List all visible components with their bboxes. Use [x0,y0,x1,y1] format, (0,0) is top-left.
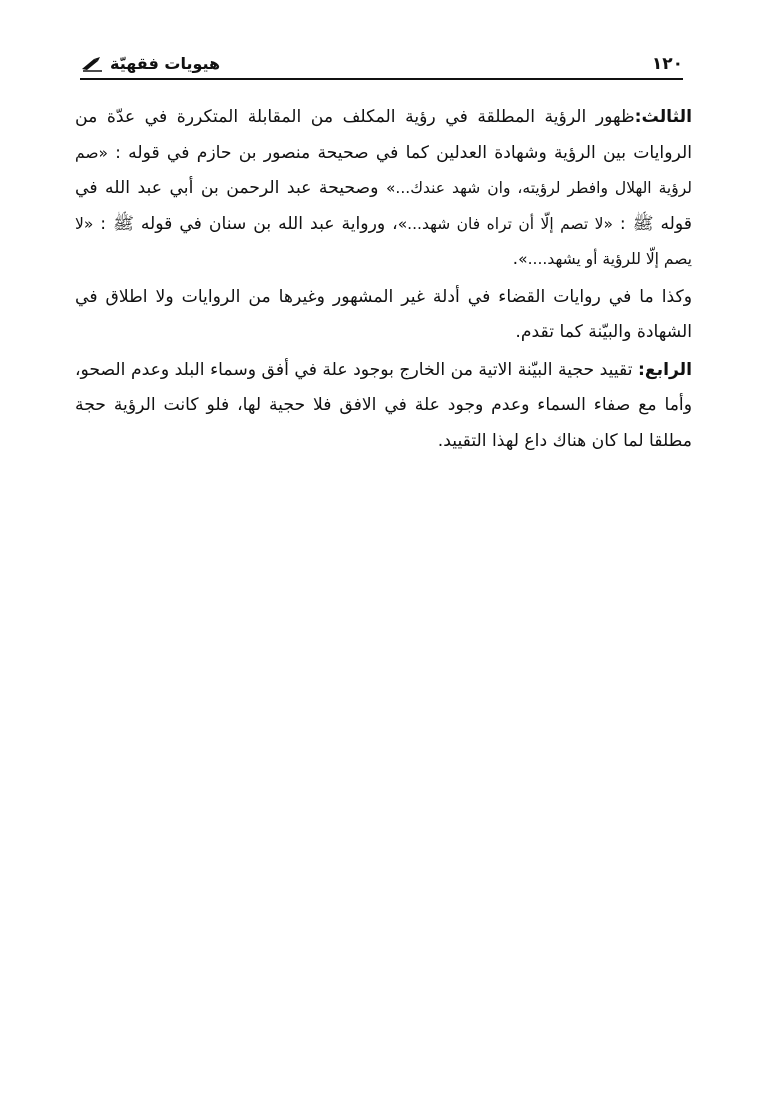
page-number: ١٢٠ [651,54,683,74]
hadith-quote: «لا يصم إلّا للرؤية أو يشهد....» [75,214,692,268]
paragraph-label: الثالث: [634,107,692,127]
text-segment: . [512,249,519,269]
paragraph-fourth [75,353,692,460]
book-title: هيويات فقهيّة [110,54,221,73]
book-title-group [80,54,220,73]
text-segment: وكذا ما في روايات القضاء في أدلة غير المشهور وغيرها من الروايات ولا اطلاق في الشهادة والبيّنة كما تقدم. [75,286,692,342]
body-text [75,100,692,459]
paragraph-likewise [75,280,692,351]
text-segment: ، ورواية عبد الله بن سنان في قوله ﷺ : [93,213,398,234]
text-segment: ظهور الرؤية المطلقة في رؤية المكلف من المقابلة المتكررة في عدّة من الروايات بين الرؤية وشهادة العدلين كما في صحيحة منصور بن حازم في قوله : [75,107,692,163]
paragraph-third [75,100,692,278]
header-rule [80,78,683,80]
running-header [80,50,683,80]
text-segment: تقييد حجية البيّنة الاتية من الخارج بوجود علة في أفق وسماء البلد وعدم الصحو، وأما مع صفاء السماء وعدم وجود علة في الافق فلا حجية لها، فلو كانت الرؤية حجة مطلقا لما كان هناك داع لهذا التقييد. [75,359,692,451]
hadith-quote: «لا تصم إلّا أن تراه فان شهد...» [397,214,613,233]
text-segment: وصحيحة عبد الرحمن بن أبي عبد الله في قوله ﷺ : [75,178,692,234]
pen-icon [80,56,104,72]
paragraph-label: الرابع: [638,359,692,380]
hadith-quote: «صم لرؤية الهلال وافطر لرؤيته، وان شهد عندك...» [75,143,692,197]
